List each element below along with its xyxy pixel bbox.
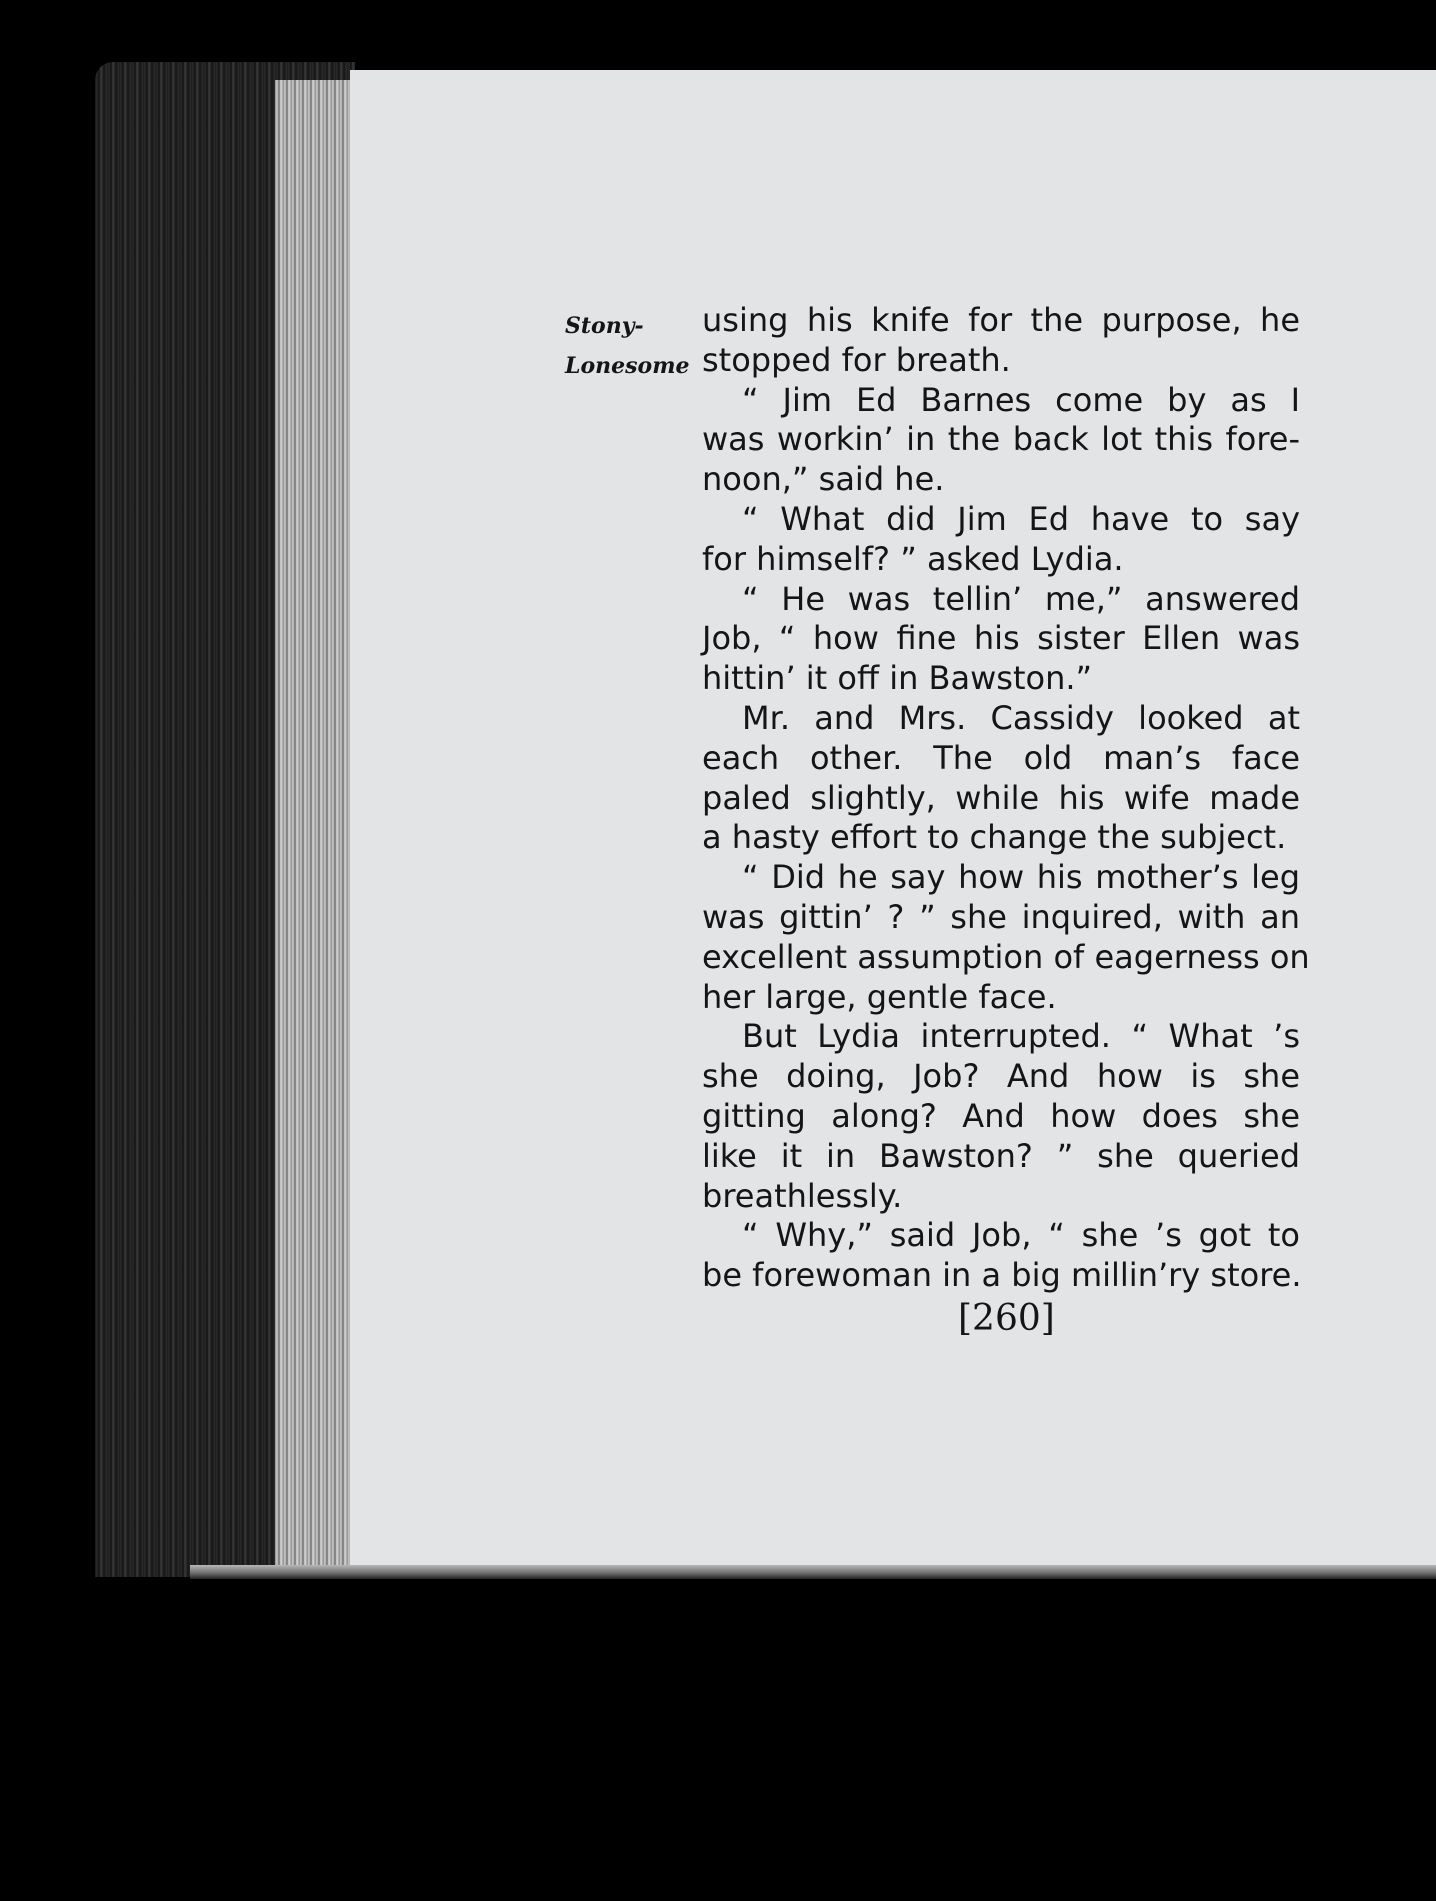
text-line: hittin’ it off in Bawston.” <box>702 659 1093 698</box>
text-line: “ What did Jim Ed have to say <box>742 499 1300 538</box>
text-line: “ Why,” said Job, “ she ’s got to <box>742 1216 1300 1255</box>
text-line: breathlessly. <box>702 1176 903 1215</box>
page-bottom-edge <box>190 1565 1436 1579</box>
sidenote-line: Lonesome <box>565 353 690 379</box>
text-line: But Lydia interrupted. “ What ’s <box>742 1017 1300 1056</box>
text-line: paled slightly, while his wife made <box>702 778 1300 817</box>
page-leaves <box>275 80 355 1570</box>
text-line: was gittin’ ? ” she inquired, with an <box>702 897 1300 936</box>
text-line: gitting along? And how does she <box>702 1096 1300 1135</box>
text-line: Job, “ how fine his sister Ellen was <box>702 619 1300 658</box>
text-line: noon,” said he. <box>702 460 945 499</box>
text-line: a hasty effort to change the subject. <box>702 818 1287 857</box>
text-line: was workin’ in the back lot this fore- <box>702 420 1300 459</box>
text-line: “ Jim Ed Barnes come by as I <box>742 380 1300 419</box>
text-line: excellent assumption of eagerness on <box>702 937 1310 976</box>
text-line: using his knife for the purpose, he <box>702 301 1300 339</box>
text-line: “ He was tellin’ me,” answered <box>742 579 1300 618</box>
text-line: her large, gentle face. <box>702 977 1057 1016</box>
text-line: stopped for breath. <box>702 340 1011 379</box>
text-line: each other. The old man’s face <box>702 738 1300 777</box>
text-line: “ Did he say how his mother’s leg <box>742 858 1300 897</box>
sidenote-line: Stony- <box>565 313 644 339</box>
margin-sidenote <box>565 306 689 386</box>
text-line: for himself? ” asked Lydia. <box>702 539 1124 578</box>
body-text <box>702 301 1310 1296</box>
text-line: like it in Bawston? ” she queried <box>702 1136 1300 1175</box>
text-line: she doing, Job? And how is she <box>702 1057 1300 1096</box>
text-line: Mr. and Mrs. Cassidy looked at <box>742 698 1300 737</box>
page-number: [260] <box>958 1298 1055 1339</box>
text-line: be forewoman in a big millin’ry store. <box>702 1256 1302 1295</box>
